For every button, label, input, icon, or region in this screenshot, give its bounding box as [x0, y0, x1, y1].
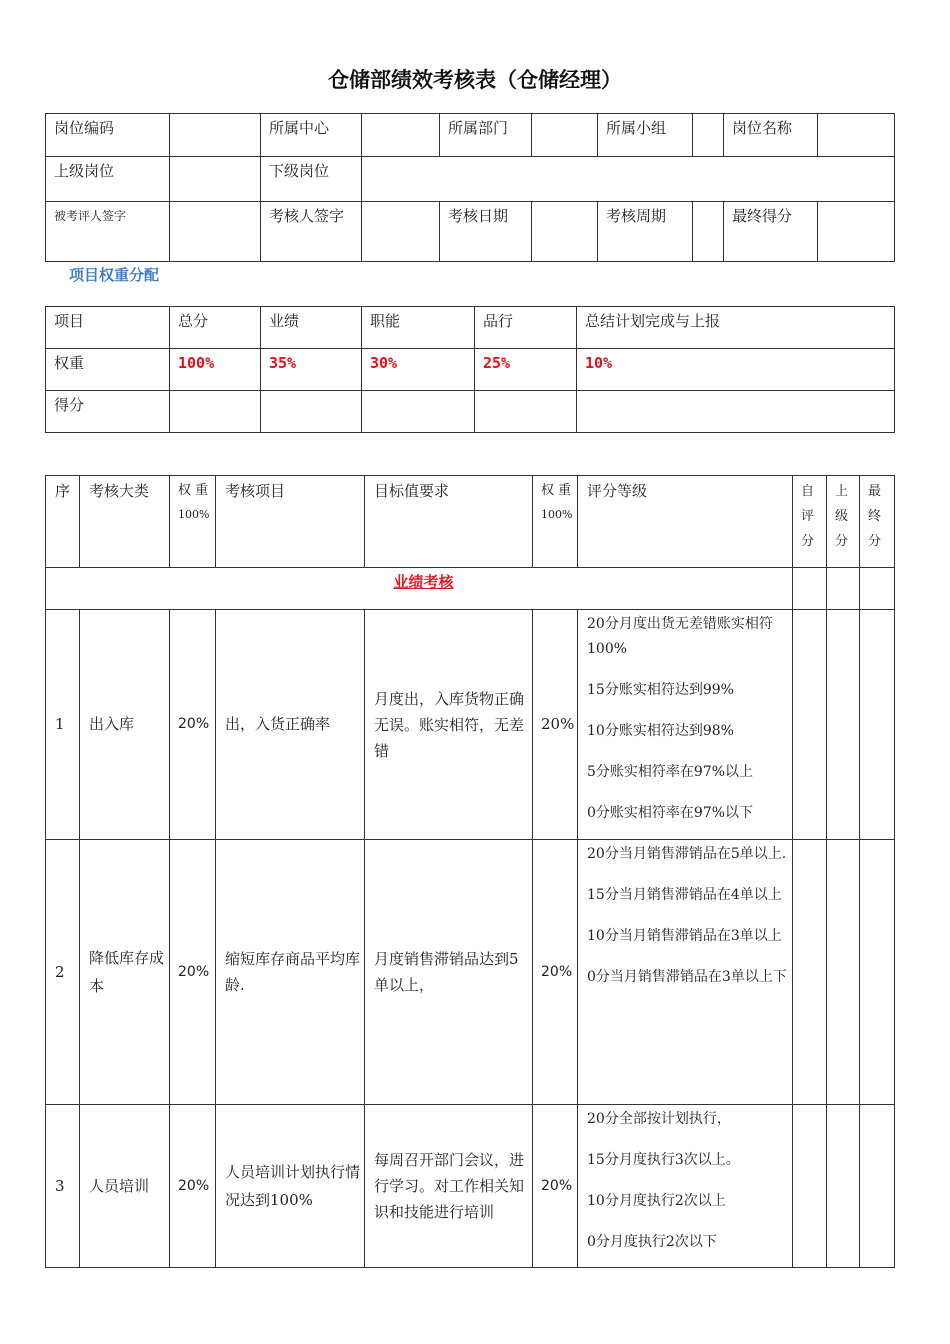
row-weight-2: 20% — [533, 840, 578, 1105]
level-text: 0分账实相符率在97%以下 — [587, 805, 754, 821]
row-weight: 20% — [170, 1105, 216, 1268]
header-final-score: 最 终 分 — [860, 476, 895, 568]
level-text: 0分当月销售滞销品在3单以上下 — [587, 969, 787, 985]
header-weight-2: 权 重 100% — [533, 476, 578, 568]
table-row — [46, 610, 895, 840]
level-text: 20分全部按计划执行， — [587, 1111, 731, 1127]
weight-summary-value: 10% — [577, 349, 895, 391]
page-title: 仓储部绩效考核表（仓储经理） — [328, 68, 622, 92]
header-target: 目标值要求 — [365, 476, 533, 568]
weight-total-value: 100% — [170, 349, 261, 391]
row-target: 月度销售滞销品达到5单以上， — [365, 840, 533, 1105]
weight-row-label: 权重 — [46, 349, 170, 391]
row-seq: 2 — [46, 840, 80, 1105]
row-levels — [578, 1105, 793, 1268]
label-center: 所属中心 — [261, 114, 362, 157]
row-target: 每周召开部门会议，进行学习。对工作相关知识和技能进行培训 — [365, 1105, 533, 1268]
header-self-score: 自 评 分 — [793, 476, 827, 568]
level-text: 10分月度执行2次以上 — [587, 1193, 726, 1209]
section-self-cell[interactable] — [793, 568, 827, 610]
level-text: 20分当月销售滞销品在5单以上. — [587, 846, 787, 862]
row-levels — [578, 610, 793, 840]
value-eval-period[interactable] — [693, 202, 724, 262]
row-weight-2: 20% — [533, 610, 578, 840]
value-final-score[interactable] — [818, 202, 895, 262]
section-performance-title: 业绩考核 — [46, 568, 793, 610]
row-weight-2: 20% — [533, 1105, 578, 1268]
section-final-cell[interactable] — [860, 568, 895, 610]
row-item: 出，入货正确率 — [216, 610, 365, 840]
value-evaluatee-signature[interactable] — [170, 202, 261, 262]
row-category: 人员培训 — [80, 1105, 170, 1268]
row-item: 人员培训计划执行情况达到100% — [216, 1105, 365, 1268]
weight-table — [45, 306, 895, 433]
value-eval-date[interactable] — [532, 202, 598, 262]
row-category: 降低库存成本 — [80, 840, 170, 1105]
value-department[interactable] — [532, 114, 598, 157]
row-self-score[interactable] — [793, 1105, 827, 1268]
row-weight: 20% — [170, 610, 216, 840]
row-category: 出入库 — [80, 610, 170, 840]
weight-header-conduct: 品行 — [475, 307, 577, 349]
value-subordinate-position[interactable] — [362, 157, 895, 202]
score-summary-cell[interactable] — [577, 391, 895, 433]
label-position-name: 岗位名称 — [724, 114, 818, 157]
weight-header-function: 职能 — [362, 307, 475, 349]
header-category: 考核大类 — [80, 476, 170, 568]
label-group: 所属小组 — [598, 114, 693, 157]
header-levels: 评分等级 — [578, 476, 793, 568]
value-position-code[interactable] — [170, 114, 261, 157]
weight-conduct-value: 25% — [475, 349, 577, 391]
label-department: 所属部门 — [440, 114, 532, 157]
level-text: 5分账实相符率在97%以上 — [587, 764, 754, 780]
row-final-score[interactable] — [860, 1105, 895, 1268]
row-superior-score[interactable] — [827, 1105, 860, 1268]
weight-header-item: 项目 — [46, 307, 170, 349]
level-text: 0分月度执行2次以下 — [587, 1234, 717, 1250]
evaluation-table — [45, 475, 895, 1268]
header-seq: 序 — [46, 476, 80, 568]
row-final-score[interactable] — [860, 610, 895, 840]
value-group[interactable] — [693, 114, 724, 157]
weight-section-label: 项目权重分配 — [69, 266, 160, 284]
table-row — [46, 1105, 895, 1268]
header-item: 考核项目 — [216, 476, 365, 568]
value-superior-position[interactable] — [170, 157, 261, 202]
weight-function-value: 30% — [362, 349, 475, 391]
row-final-score[interactable] — [860, 840, 895, 1105]
weight-performance-value: 35% — [261, 349, 362, 391]
row-self-score[interactable] — [793, 840, 827, 1105]
label-subordinate-position: 下级岗位 — [261, 157, 362, 202]
score-total-cell[interactable] — [170, 391, 261, 433]
table-row — [46, 840, 895, 1105]
row-item: 缩短库存商品平均库龄. — [216, 840, 365, 1105]
label-superior-position: 上级岗位 — [46, 157, 170, 202]
weight-header-performance: 业绩 — [261, 307, 362, 349]
label-final-score: 最终得分 — [724, 202, 818, 262]
level-text: 10分当月销售滞销品在3单以上 — [587, 928, 782, 944]
section-sup-cell[interactable] — [827, 568, 860, 610]
weight-header-summary: 总结计划完成与上报 — [577, 307, 895, 349]
row-levels — [578, 840, 793, 1105]
score-row-label: 得分 — [46, 391, 170, 433]
score-function-cell[interactable] — [362, 391, 475, 433]
label-evaluator-signature: 考核人签字 — [261, 202, 362, 262]
label-position-code: 岗位编码 — [46, 114, 170, 157]
row-target: 月度出，入库货物正确无误。账实相符，无差错 — [365, 610, 533, 840]
row-superior-score[interactable] — [827, 840, 860, 1105]
value-evaluator-signature[interactable] — [362, 202, 440, 262]
row-seq: 3 — [46, 1105, 80, 1268]
score-conduct-cell[interactable] — [475, 391, 577, 433]
header-weight-1: 权 重 100% — [170, 476, 216, 568]
label-eval-period: 考核周期 — [598, 202, 693, 262]
row-weight: 20% — [170, 840, 216, 1105]
row-superior-score[interactable] — [827, 610, 860, 840]
info-table — [45, 113, 895, 262]
score-performance-cell[interactable] — [261, 391, 362, 433]
header-superior-score: 上 级 分 — [827, 476, 860, 568]
row-self-score[interactable] — [793, 610, 827, 840]
level-text: 15分账实相符达到99% — [587, 682, 734, 698]
label-evaluatee-signature: 被考评人签字 — [46, 202, 170, 262]
level-text: 20分月度出货无差错账实相符100% — [587, 616, 773, 657]
weight-header-total: 总分 — [170, 307, 261, 349]
value-position-name[interactable] — [818, 114, 895, 157]
level-text: 15分当月销售滞销品在4单以上 — [587, 887, 782, 903]
row-seq: 1 — [46, 610, 80, 840]
value-center[interactable] — [362, 114, 440, 157]
level-text: 15分月度执行3次以上。 — [587, 1152, 740, 1168]
level-text: 10分账实相符达到98% — [587, 723, 734, 739]
label-eval-date: 考核日期 — [440, 202, 532, 262]
